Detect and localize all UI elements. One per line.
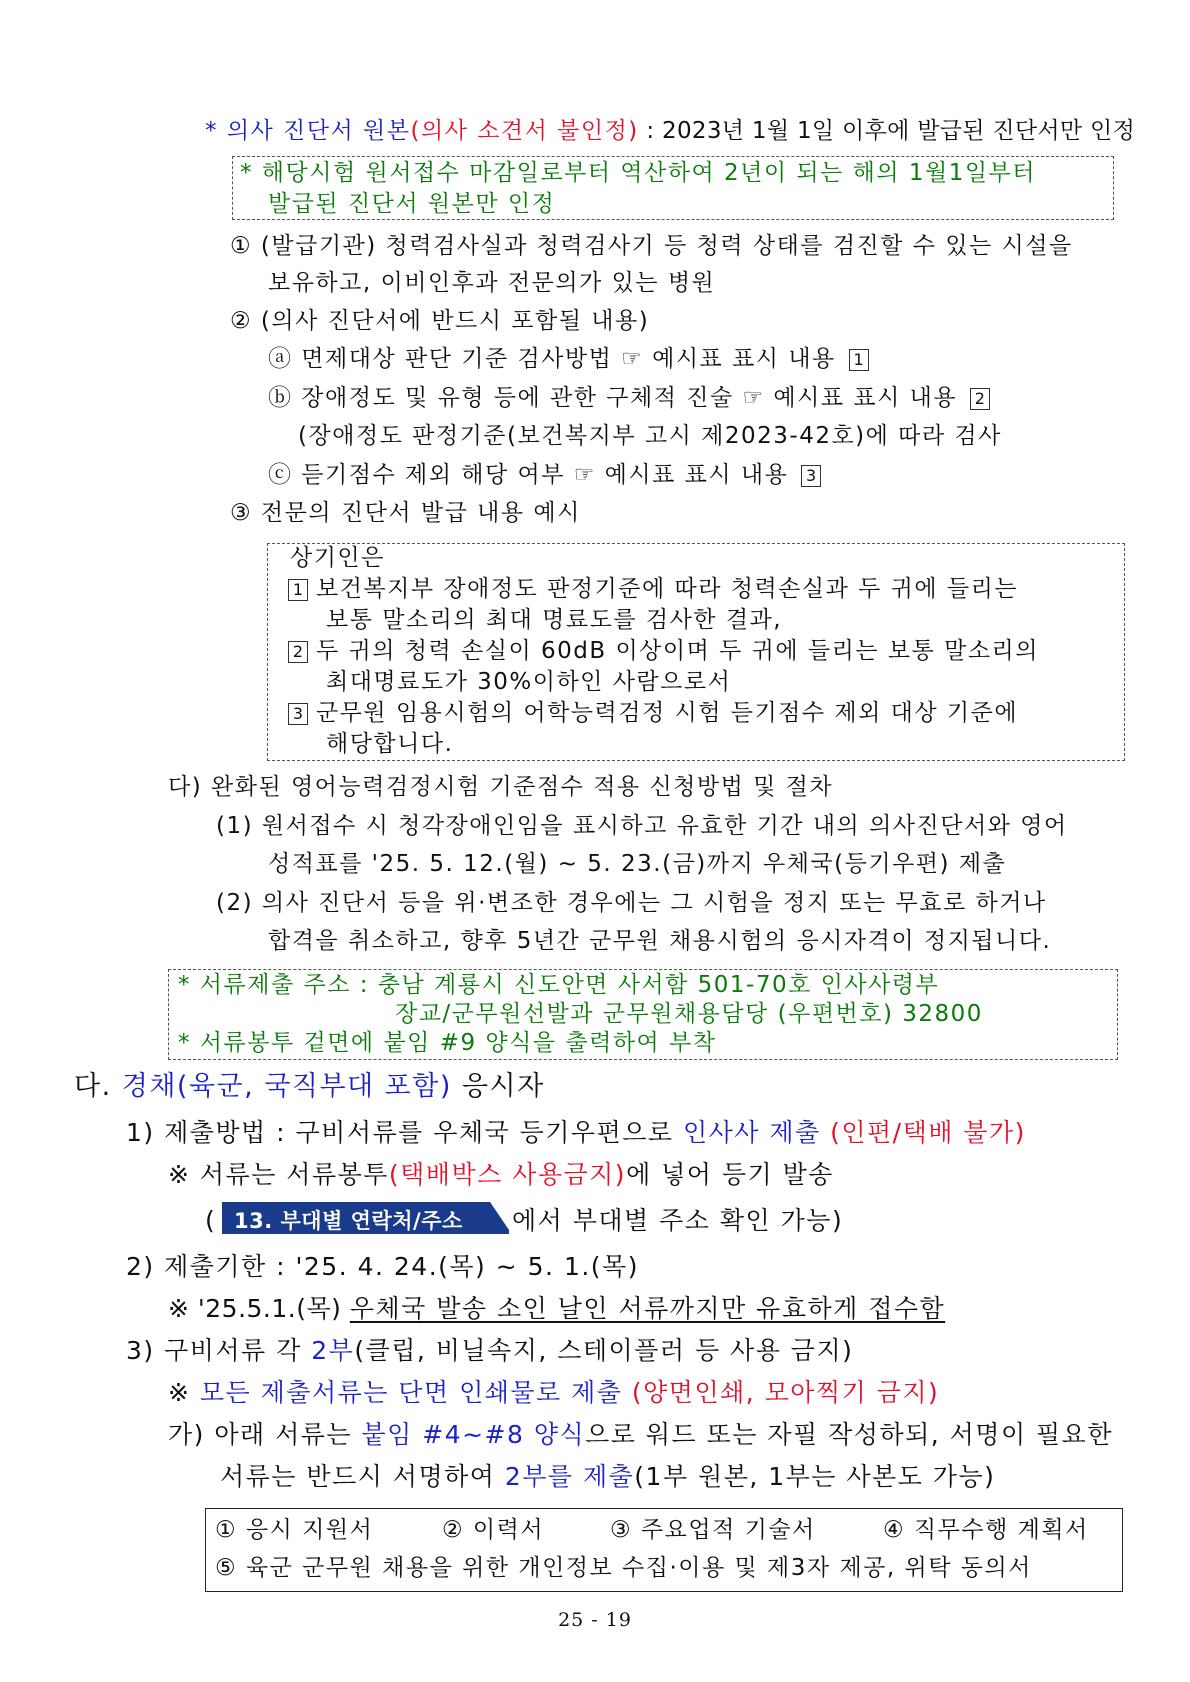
section-da-p2-line2: 합격을 취소하고, 향후 5년간 군무원 채용시험의 응시자격이 정지됩니다. [268,928,1052,954]
banner-label: 13. 부대별 연락처/주소 [234,1209,463,1233]
note-title-red: (의사 소견서 불인정) [410,118,639,144]
example-l3b: 해당합니다. [326,731,454,757]
s1-note-prefix: ※ 서류는 서류봉투 [168,1160,389,1189]
section-heading-c [74,1070,545,1104]
s3-note-red: (양면인쇄, 모아찍기 금지) [622,1378,940,1407]
s3-ga-prefix: 가) 아래 서류는 [168,1420,362,1449]
s3-ga-blue: 붙임 #4~#8 양식 [361,1420,586,1449]
item2-a-text: ⓐ 면제대상 판단 기준 검사방법 ☞ 예시표 표시 내용 [268,346,836,372]
s2-note-prefix: ※ '25.5.1.(목) [168,1294,350,1323]
section-da-p2-line1: (2) 의사 진단서 등을 위·변조한 경우에는 그 시험을 정지 또는 무효로 하거나 [216,890,1047,916]
example-head: 상기인은 [290,545,385,571]
s3-suffix: (클립, 비닐속지, 스테이플러 등 사용 금지) [354,1336,854,1365]
s3-ga2-prefix: 서류는 반드시 서명하여 [220,1462,505,1491]
diagnosis-note [205,116,1135,146]
doc-item-1: ① 응시 지원서 [215,1517,374,1543]
example-l2a-text: 두 귀의 청력 손실이 60dB 이상이며 두 귀에 들리는 보통 말소리의 [316,638,1039,664]
example-l1a [288,574,1018,604]
doc-item-5: ⑤ 육군 군무원 채용을 위한 개인정보 수집·이용 및 제3자 제공, 위탁 동의서 [215,1555,1032,1581]
example-l1b: 보통 말소리의 최대 명료도를 검사한 결과, [326,607,783,633]
item2-b-sub: (장애정도 판정기준(보건복지부 고시 제2023-42호)에 따라 검사 [298,423,1002,449]
s2-note-underlined: 우체국 발송 소인 날인 서류까지만 유효하게 접수함 [349,1294,946,1323]
note-title-rest: : 2023년 1월 1일 이후에 발급된 진단서만 인정 [638,118,1136,144]
green-address-line-3: * 서류봉투 겉면에 붙임 #9 양식을 출력하여 부착 [178,1030,717,1056]
heading-c-suffix: 응시자 [451,1071,545,1102]
item2-b [268,383,990,413]
section-da-title: 다) 완화된 영어능력검정시험 기준점수 적용 신청방법 및 절차 [168,774,834,800]
s3-ga-line2 [220,1460,995,1494]
item2-a-box: 1 [849,349,869,371]
s1-prefix: 1) 제출방법 : 구비서류를 우체국 등기우편으로 [126,1118,683,1147]
note-title-blue: 의사 진단서 원본 [226,118,411,144]
s2-note [168,1292,945,1326]
s1-title [126,1116,1026,1150]
example-l3a-text: 군무원 임용시험의 어학능력검정 시험 듣기점수 제외 대상 기준에 [316,700,1019,726]
item2-a [268,344,869,374]
s3-note-blue: 모든 제출서류는 단면 인쇄물로 제출 [199,1378,623,1407]
s3-ga2-suffix: (1부 원본, 1부는 사본도 가능) [634,1462,996,1491]
s1-paren-open: ( [205,1206,217,1235]
unit-contact-banner [222,1202,509,1234]
item2-c-box: 3 [801,465,821,487]
green-note-line-1: * 해당시험 원서접수 마감일로부터 역산하여 2년이 되는 해의 1월1일부터 [240,160,1036,186]
section-da-p1-line2: 성적표를 '25. 5. 12.(월) ~ 5. 23.(금)까지 우체국(등기우편) 제출 [268,851,1007,877]
s1-note [168,1158,834,1192]
s1-note-red: (택배박스 사용금지) [388,1160,627,1189]
s1-blue: 인사사 제출 [682,1118,821,1147]
s3-ga-suffix: 으로 워드 또는 자필 작성하되, 서명이 필요한 [585,1420,1113,1449]
doc-item-4: ④ 직무수행 계획서 [883,1517,1089,1543]
example-l2b: 최대명료도가 30%이하인 사람으로서 [326,669,732,695]
note-star: * [205,118,218,144]
page-number: 25 - 19 [558,1609,632,1631]
s3-ga-line1 [168,1418,1113,1452]
item2-c-text: ⓒ 듣기점수 제외 해당 여부 ☞ 예시표 표시 내용 [268,462,789,488]
heading-c-prefix: 다. [74,1071,122,1102]
s3-blue: 2부 [311,1336,355,1365]
green-address-line-2: 장교/군무원선발과 군무원채용담당 (우편번호) 32800 [395,1001,983,1027]
example-n1: 1 [288,579,308,601]
s3-ga2-blue: 2부를 제출 [504,1462,635,1491]
item1-line-2: 보유하고, 이비인후과 전문의가 있는 병원 [268,270,716,296]
s1-paren-rest: 에서 부대별 주소 확인 가능) [512,1206,844,1235]
s3-prefix: 3) 구비서류 각 [126,1336,312,1365]
item1-line-1: ① (발급기관) 청력검사실과 청력검사기 등 청력 상태를 검진할 수 있는 시설을 [230,233,1073,259]
item2-c [268,460,821,490]
item2-b-text: ⓑ 장애정도 및 유형 등에 관한 구체적 진술 ☞ 예시표 표시 내용 [268,385,958,411]
doc-item-2: ② 이력서 [442,1517,545,1543]
item3-title: ③ 전문의 진단서 발급 내용 예시 [230,500,581,526]
s2-title: 2) 제출기한 : '25. 4. 24.(목) ~ 5. 1.(목) [126,1252,639,1281]
item2-b-box: 2 [970,388,990,410]
heading-c-blue: 경채(육군, 국직부대 포함) [121,1071,452,1102]
example-l2a [288,636,1039,666]
example-n2: 2 [288,641,308,663]
s3-title [126,1334,853,1368]
s3-note [168,1376,939,1410]
example-l3a [288,698,1018,728]
green-address-line-1: * 서류제출 주소 : 충남 계룡시 신도안면 사서함 501-70호 인사사령부 [178,972,940,998]
green-note-line-2: 발급된 진단서 원본만 인정 [268,191,556,217]
s1-red: (인편/택배 불가) [820,1118,1026,1147]
s3-note-mark: ※ [168,1378,200,1407]
example-n3: 3 [288,703,308,725]
s1-note-suffix: 에 넣어 등기 발송 [626,1160,834,1189]
item2-title: ② (의사 진단서에 반드시 포함될 내용) [230,308,650,334]
section-da-p1-line1: (1) 원서접수 시 청각장애인임을 표시하고 유효한 기간 내의 의사진단서와 영어 [216,813,1068,839]
doc-item-3: ③ 주요업적 기술서 [610,1517,816,1543]
example-l1a-text: 보건복지부 장애정도 판정기준에 따라 청력손실과 두 귀에 들리는 [316,576,1019,602]
